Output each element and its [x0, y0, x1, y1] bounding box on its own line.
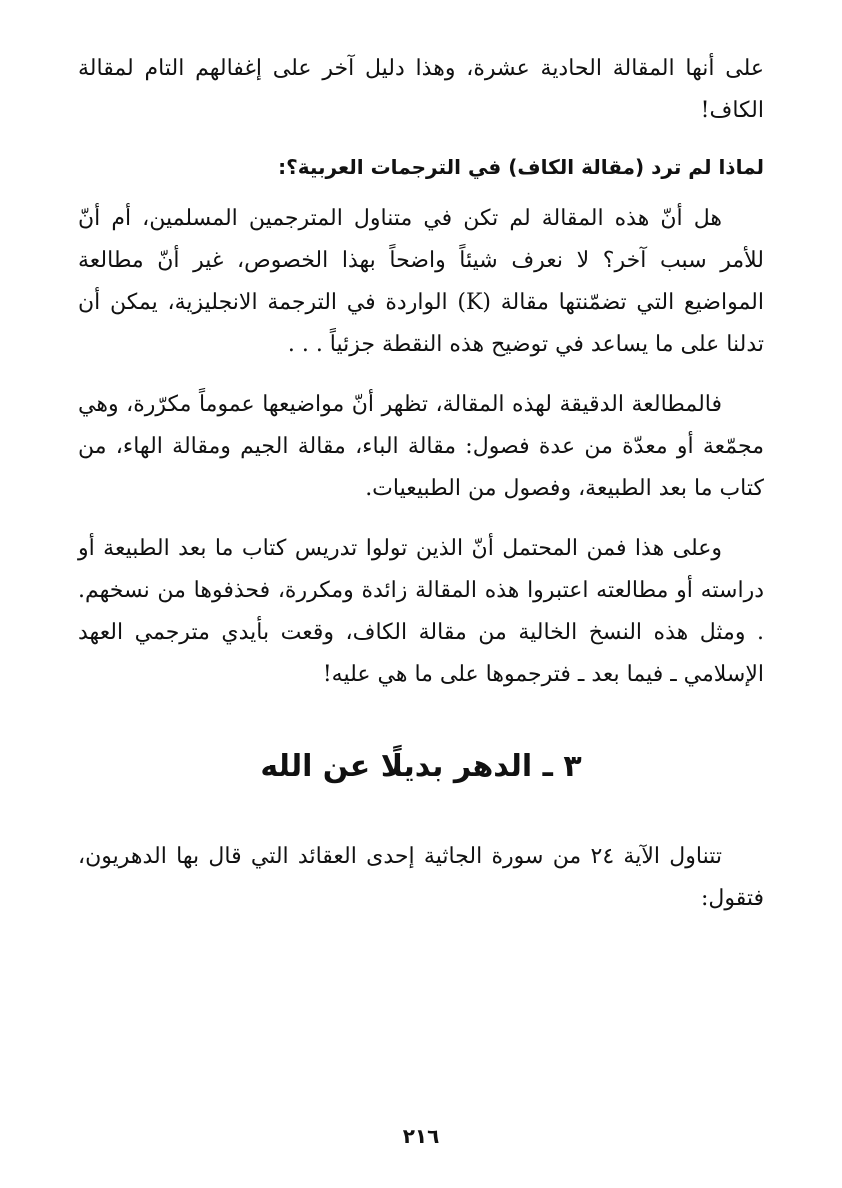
- section-title: ٣ ـ الدهر بديلًا عن الله: [260, 749, 582, 784]
- paragraph-2: فالمطالعة الدقيقة لهذه المقالة، تظهر أنّ مواضيعها عموماً مكرّرة، وهي مجمّعة أو معدّة من عدة فصول: مقالة الباء، مقالة الجيم ومقالة الهاء، من كتاب ما بعد الطبيعة، وفصول من الطبيعيات.: [78, 392, 764, 501]
- page-number: ٢١٦: [402, 1124, 440, 1148]
- subheading: لماذا لم ترد (مقالة الكاف) في الترجمات العربية؟:: [278, 155, 764, 179]
- paragraph-1: هل أنّ هذه المقالة لم تكن في متناول المترجمين المسلمين، أم أنّ للأمر سبب آخر؟ لا نعرف شيئاً واضحاً بهذا الخصوص، غير أنّ مطالعة المواضيع التي تضمّنتها مقالة (K) الواردة في الترجمة الانجليزية، يمكن أن تدلنا على ما يساعد في توضيح هذه النقطة جزئياً . . .: [78, 206, 764, 357]
- paragraph-3: وعلى هذا فمن المحتمل أنّ الذين تولوا تدريس كتاب ما بعد الطبيعة أو دراسته أو مطالعته اعتبروا هذه المقالة زائدة ومكررة، فحذفوها من نسخهم. . ومثل هذه النسخ الخالية من مقالة الكاف، وقعت بأيدي مترجمي العهد الإسلامي ـ فيما بعد ـ فترجموها على ما هي عليه!: [78, 536, 764, 687]
- paragraph-4: تتناول الآية ٢٤ من سورة الجاثية إحدى العقائد التي قال بها الدهريون، فتقول:: [78, 844, 764, 911]
- intro-paragraph: على أنها المقالة الحادية عشرة، وهذا دليل آخر على إغفالهم التام لمقالة الكاف!: [78, 56, 764, 123]
- page-body: [78, 48, 764, 920]
